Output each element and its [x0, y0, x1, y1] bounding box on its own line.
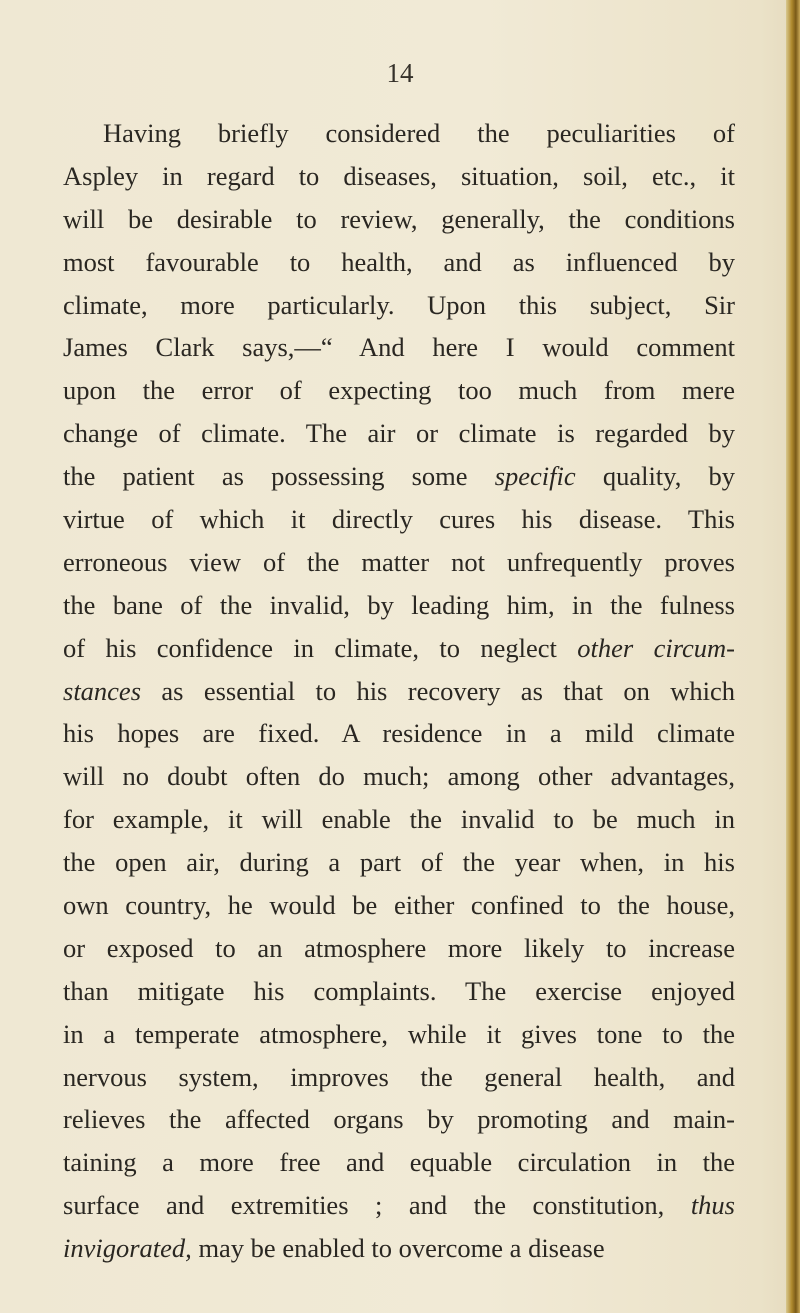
- text-line: stances as essential to his recovery as that on which: [63, 675, 735, 706]
- page-number: 14: [386, 58, 414, 88]
- text-line: for example, it will enable the invalid to be much in: [63, 804, 735, 835]
- body-text: [63, 112, 735, 1270]
- text-line: will be desirable to review, generally, the conditions: [63, 203, 735, 234]
- text-line: or exposed to an atmosphere more likely to increase: [63, 932, 735, 963]
- text-line: surface and extremities ; and the constitution, thus: [63, 1190, 735, 1221]
- text-line: relieves the affected organs by promoting and main-: [63, 1104, 735, 1135]
- text-line: change of climate. The air or climate is regarded by: [63, 418, 735, 449]
- italic-emphasis: invigorated,: [63, 1233, 192, 1264]
- italic-emphasis: thus: [690, 1190, 735, 1221]
- text-line: Aspley in regard to diseases, situation, soil, etc., it: [63, 160, 735, 191]
- text-line: own country, he would be either confined to the house,: [63, 890, 735, 921]
- text-line: climate, more particularly. Upon this subject, Sir: [63, 289, 735, 320]
- text-line: the open air, during a part of the year when, in his: [63, 847, 735, 878]
- text-line: the patient as possessing some specific quality, by: [63, 461, 735, 492]
- italic-emphasis: specific: [494, 461, 576, 492]
- page-edge: [786, 0, 800, 1313]
- text-line: James Clark says,—“ And here I would comment: [63, 332, 735, 363]
- text-line: of his confidence in climate, to neglect other circum-: [63, 632, 735, 663]
- italic-emphasis: other circum-: [577, 632, 735, 663]
- text-line: virtue of which it directly cures his disease. This: [63, 504, 735, 535]
- text-line: the bane of the invalid, by leading him, in the fulness: [63, 589, 735, 620]
- text-line: upon the error of expecting too much from mere: [63, 375, 735, 406]
- text-line: most favourable to health, and as influenced by: [63, 246, 735, 277]
- text-line: invigorated, may be enabled to overcome a disease: [63, 1233, 605, 1264]
- text-line: will no doubt often do much; among other advantages,: [63, 761, 735, 792]
- text-line: than mitigate his complaints. The exercise enjoyed: [63, 975, 735, 1006]
- text-line: nervous system, improves the general health, and: [63, 1061, 735, 1092]
- text-line: in a temperate atmosphere, while it gives tone to the: [63, 1018, 735, 1049]
- text-line: his hopes are fixed. A residence in a mild climate: [63, 718, 735, 749]
- text-line: taining a more free and equable circulation in the: [63, 1147, 735, 1178]
- text-line: Having briefly considered the peculiarities of: [103, 118, 735, 148]
- italic-emphasis: stances: [63, 675, 142, 706]
- text-line: erroneous view of the matter not unfrequently proves: [63, 546, 735, 577]
